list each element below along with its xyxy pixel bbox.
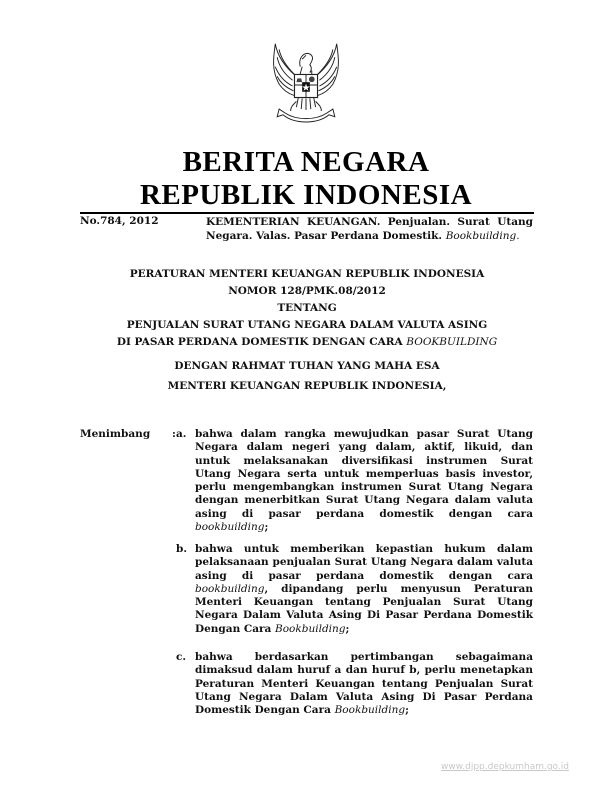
item-text (195, 428, 533, 534)
regulation-title: PERATURAN MENTERI KEUANGAN REPUBLIK INDONESIA (129, 268, 485, 280)
considering-item-b (176, 543, 533, 636)
footer-website-link[interactable]: www.djpp.depkumham.go.id (441, 762, 569, 772)
gazette-description-line1: KEMENTERIAN KEUANGAN. Penjualan. Surat Utang (206, 216, 533, 228)
gazette-number: No.784, 2012 (80, 215, 159, 227)
item-text-mid: , dipandang perlu menyusun Peraturan Menteri Keuangan tentang Penjualan Surat Utang Negara Dalam Valuta Asing Di Pasar Perdana Domestik Dengan Cara (195, 582, 533, 635)
considering-item-a (176, 428, 533, 534)
item-text-end: ; (405, 704, 409, 717)
regulation-number: NOMOR 128/PMK.08/2012 (228, 285, 386, 297)
item-marker: c. (176, 651, 187, 663)
garuda-pancasila-emblem-icon (258, 38, 354, 134)
considering-label: Menimbang (80, 428, 151, 440)
regulation-subject-line1: PENJUALAN SURAT UTANG NEGARA DALAM VALUTA ASING (126, 319, 488, 331)
item-text (195, 651, 533, 717)
item-marker: a. (176, 428, 187, 440)
regulation-subject-italic: BOOKBUILDING (406, 336, 498, 348)
item-text-end: ; (264, 521, 269, 534)
regulation-subject-line2 (80, 336, 534, 348)
item-text-plain: bahwa dalam rangka mewujudkan pasar Surat Utang Negara dalam negeri yang dalam, aktif, likuid, dan untuk melaksanakan diversifikasi instrumen Surat Utang Negara serta untuk memperluas basis investor, perlu mengembangkan instrumen Surat Utang Negara dengan menerbitkan Surat Utang Negara dalam valuta asing di pasar perdana domestik dengan cara (195, 428, 533, 520)
item-text-italic: bookbuilding (195, 521, 265, 534)
gazette-description (206, 215, 533, 243)
item-text-italic: Bookbuilding (334, 704, 406, 717)
gazette-description-line2: Negara. Valas. Pasar Perdana Domestik. (206, 230, 446, 242)
considering-colon: : (172, 428, 176, 440)
header-divider (80, 212, 534, 214)
regulation-about: TENTANG (277, 302, 337, 314)
item-text-italic2: Bookbuilding (275, 622, 346, 635)
considering-item-c (176, 651, 533, 717)
item-marker: b. (176, 543, 187, 555)
issuer: MENTERI KEUANGAN REPUBLIK INDONESIA, (167, 380, 447, 392)
item-text-plain: bahwa untuk memberikan kepastian hukum dalam pelaksanaan penjualan Surat Utang Negara dalam valuta asing di pasar perdana domestik dengan cara (195, 543, 533, 582)
regulation-subject-line2-text: DI PASAR PERDANA DOMESTIK DENGAN CARA (116, 336, 407, 348)
item-text-plain: bahwa berdasarkan pertimbangan sebagaimana dimaksud dalam huruf a dan huruf b, perlu menetapkan Peraturan Menteri Keuangan tentang Penjualan Surat Utang Negara Dalam Valuta Asing Di Pasar Perdana Domestik Dengan Cara (195, 651, 533, 717)
gazette-description-italic: Bookbuilding. (445, 230, 520, 242)
invocation: DENGAN RAHMAT TUHAN YANG MAHA ESA (174, 360, 440, 372)
item-text-italic: bookbuilding (195, 582, 265, 595)
gazette-title-line2: REPUBLIK INDONESIA (139, 179, 473, 211)
item-text (195, 543, 533, 636)
gazette-title-line1: BERITA NEGARA (182, 146, 430, 178)
item-text-end: ; (345, 622, 350, 635)
